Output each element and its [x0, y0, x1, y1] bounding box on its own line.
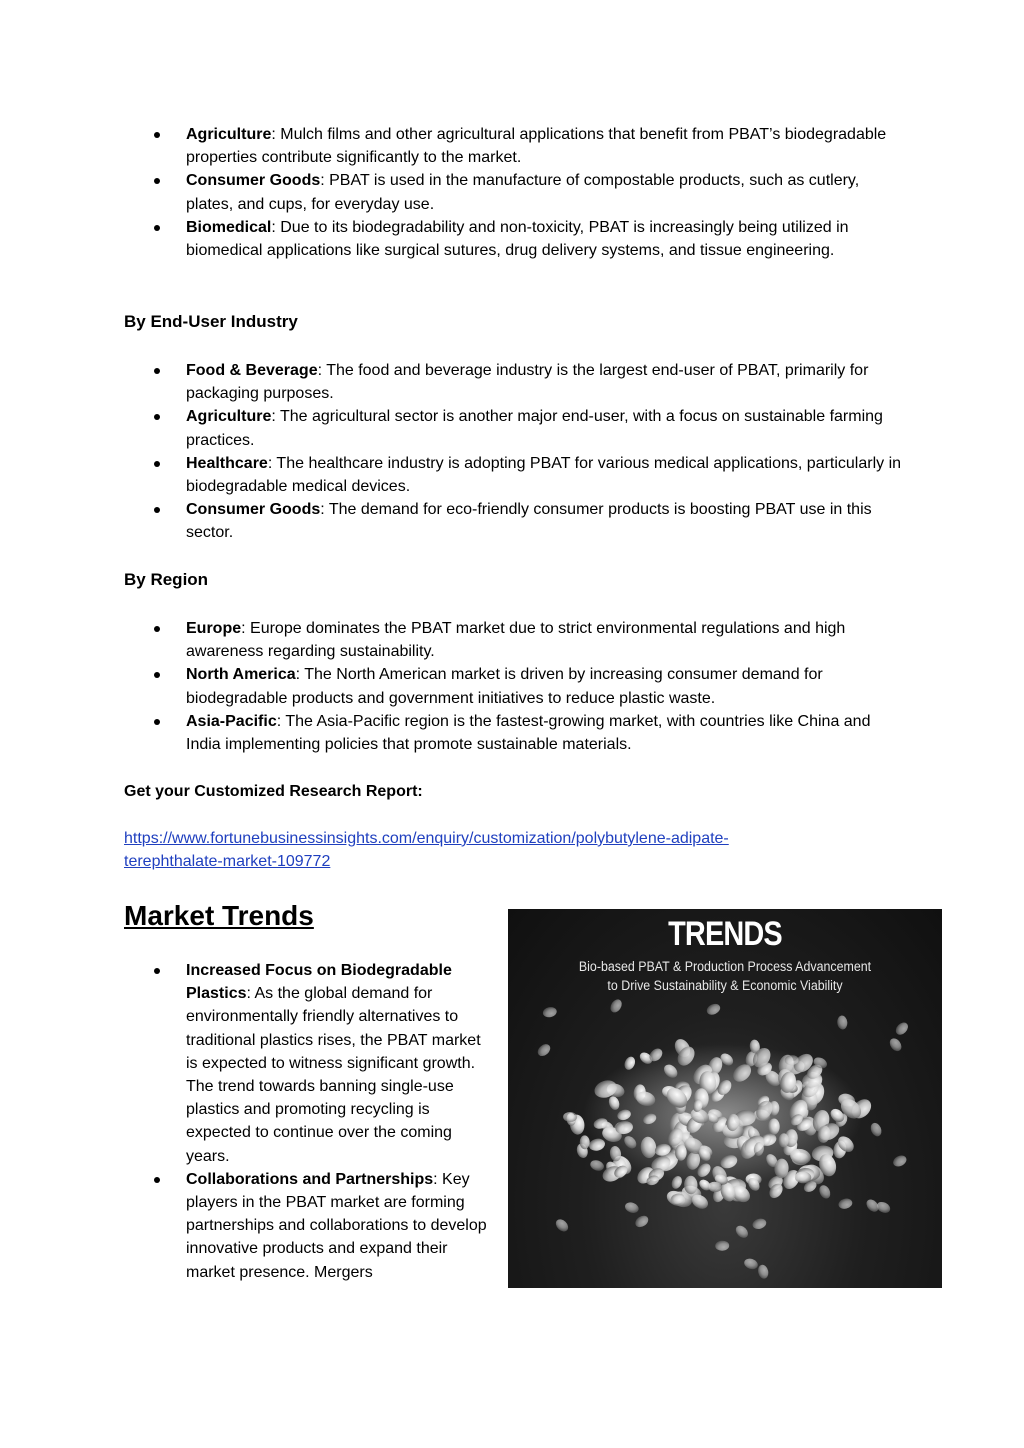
item-text: : The food and beverage industry is the largest end-user of PBAT, primarily for packaging purposes.	[186, 362, 869, 403]
bullet-icon	[154, 368, 160, 374]
pellet	[743, 1257, 759, 1271]
bullet-icon	[154, 132, 160, 138]
pellet	[817, 1183, 832, 1200]
pellet	[608, 997, 624, 1014]
trends-subtitle-line-2: to Drive Sustainability & Economic Viability	[607, 978, 843, 993]
end-user-list	[124, 359, 904, 545]
pellet	[542, 1006, 558, 1018]
applications-list	[124, 123, 904, 262]
bullet-icon	[154, 968, 160, 974]
pellet	[705, 1002, 722, 1017]
pellet	[837, 1197, 853, 1210]
end-user-section	[124, 359, 904, 545]
bullet-icon	[154, 719, 160, 725]
pellet	[891, 1153, 908, 1168]
pellet	[715, 1240, 730, 1251]
region-list	[124, 617, 904, 756]
region-section	[124, 617, 904, 756]
bullet-icon	[154, 672, 160, 678]
pellet	[751, 1217, 767, 1231]
pellet	[875, 1200, 892, 1215]
list-item	[124, 405, 904, 451]
item-term: Agriculture	[186, 126, 272, 143]
list-item	[124, 359, 904, 405]
item-term: Biomedical	[186, 218, 272, 236]
pellet	[869, 1121, 884, 1138]
item-term: Agriculture	[186, 408, 272, 426]
bullet-icon	[154, 414, 160, 420]
bullet-icon	[154, 461, 160, 467]
item-text: : Mulch films and other agricultural applications that benefit from PBAT’s biodegradable properties contribute significantly to the market.	[186, 126, 887, 167]
item-text: : The North American market is driven by increasing consumer demand for biodegradable products and government initiatives to reduce plastic waste.	[186, 666, 823, 707]
list-item	[124, 123, 904, 169]
trends-image	[508, 909, 942, 1288]
applications-section	[124, 123, 904, 262]
pellet	[733, 1223, 750, 1240]
list-item	[124, 617, 904, 663]
pellet	[757, 1264, 770, 1280]
bullet-icon	[154, 626, 160, 632]
market-trends-list	[124, 959, 496, 1284]
item-term: Consumer Goods	[186, 501, 321, 519]
pellet	[589, 1158, 605, 1172]
item-term: Consumer Goods	[186, 172, 321, 190]
pellet	[633, 1213, 650, 1229]
item-text: : The demand for eco-friendly consumer products is boosting PBAT use in this sector.	[186, 501, 872, 542]
custom-report-link[interactable]	[124, 827, 729, 873]
item-text: : The Asia-Pacific region is the fastest-growing market, with countries like China and India implementing policies that promote sustainable materials.	[186, 712, 871, 754]
pellet	[837, 1015, 848, 1030]
list-item	[124, 498, 904, 544]
end-user-heading: By End-User Industry	[124, 312, 298, 331]
item-term: Europe	[186, 620, 242, 637]
item-text: : PBAT is used in the manufacture of compostable products, such as cutlery, plates, and cups, for everyday use.	[186, 172, 860, 213]
link-line-2: terephthalate-market-109772	[124, 853, 331, 871]
item-term: Collaborations and Partnerships	[186, 1170, 434, 1188]
pellet	[887, 1036, 903, 1053]
item-term: Healthcare	[186, 454, 268, 472]
list-item	[124, 710, 904, 756]
item-text: : As the global demand for environmentally friendly alternatives to traditional plastics rises, the PBAT market is expected to witness significant growth. The trend towards banning single-use plastics and promoting recycling is expected to continue over the coming years.	[186, 985, 481, 1165]
list-item	[124, 959, 496, 1168]
pellet	[624, 1201, 640, 1215]
pellet	[553, 1217, 570, 1234]
pellet	[535, 1042, 552, 1059]
item-term: North America	[186, 666, 296, 684]
bullet-icon	[154, 1177, 160, 1183]
list-item	[124, 663, 904, 709]
list-item	[124, 169, 904, 215]
list-item	[124, 452, 904, 498]
link-line-1: https://www.fortunebusinessinsights.com/enquiry/customization/polybutylene-adipate-	[124, 830, 729, 847]
pellet	[893, 1020, 910, 1037]
item-text: : Key players in the PBAT market are forming partnerships and collaborations to develop innovative products and expand their market presence. Mergers	[186, 1170, 487, 1281]
bullet-icon	[154, 178, 160, 184]
item-text: : Europe dominates the PBAT market due to strict environmental regulations and high awareness regarding sustainability.	[186, 620, 846, 661]
market-trends-section	[124, 959, 496, 1284]
item-term: Increased Focus on Biodegradable Plastics	[186, 962, 452, 1003]
list-item	[124, 1168, 496, 1284]
custom-report-heading: Get your Customized Research Report:	[124, 783, 423, 800]
trends-title: TRENDS	[668, 915, 782, 953]
trends-subtitle-line-1: Bio-based PBAT & Production Process Advancement	[578, 959, 872, 974]
list-item	[124, 216, 904, 262]
item-text: : The agricultural sector is another major end-user, with a focus on sustainable farming practices.	[186, 408, 883, 449]
region-heading: By Region	[124, 570, 209, 589]
item-term: Food & Beverage	[186, 362, 318, 379]
trends-subtitle	[525, 957, 924, 995]
bullet-icon	[154, 507, 160, 513]
market-trends-heading: Market Trends	[124, 900, 314, 931]
item-term: Asia-Pacific	[186, 712, 277, 730]
item-text: : Due to its biodegradability and non-toxicity, PBAT is increasingly being utilized in biomedical applications like surgical sutures, drug delivery systems, and tissue engineering.	[186, 218, 849, 260]
bullet-icon	[154, 225, 160, 231]
item-text: : The healthcare industry is adopting PBAT for various medical applications, particularly in biodegradable medical devices.	[186, 454, 902, 496]
